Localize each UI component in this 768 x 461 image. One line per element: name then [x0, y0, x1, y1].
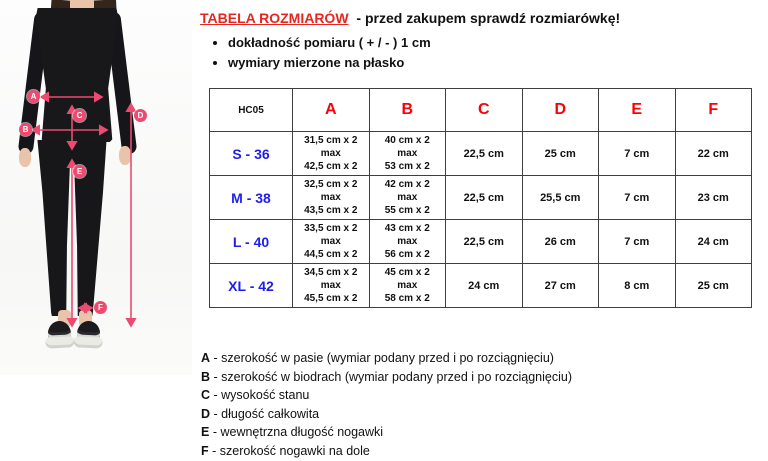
table-header-row	[210, 89, 752, 132]
size-label-xl42: XL - 42	[210, 264, 293, 308]
cell-m38-d: 25,5 cm	[522, 176, 599, 220]
cell-s36-d: 25 cm	[522, 132, 599, 176]
note-measure-accuracy: • dokładność pomiaru ( + / - ) 1 cm	[228, 33, 760, 53]
cell-s36-e: 7 cm	[599, 132, 676, 176]
measurement-arrows	[0, 0, 192, 375]
cell-xl42-f: 25 cm	[675, 264, 752, 308]
cell-m38-e: 7 cm	[599, 176, 676, 220]
product-code: HC05	[210, 89, 293, 132]
cell-xl42-c: 24 cm	[446, 264, 523, 308]
measure-badge-f: F	[94, 301, 107, 314]
cell-m38-f: 23 cm	[675, 176, 752, 220]
cell-l40-c: 22,5 cm	[446, 220, 523, 264]
cell-s36-f: 22 cm	[675, 132, 752, 176]
cell-s36-c: 22,5 cm	[446, 132, 523, 176]
measurement-legend	[201, 349, 761, 461]
measure-badge-c: C	[73, 109, 86, 122]
cell-s36-b: 40 cm x 2 max 53 cm x 2	[369, 132, 446, 176]
measure-badge-a: A	[27, 90, 40, 103]
column-header-f: F	[675, 89, 752, 132]
cell-l40-f: 24 cm	[675, 220, 752, 264]
column-header-b: B	[369, 89, 446, 132]
header-block	[200, 8, 760, 73]
measure-badge-b: B	[19, 123, 32, 136]
legend-item-c: C - wysokość stanu	[201, 388, 310, 403]
model-photo	[0, 0, 192, 375]
cell-l40-e: 7 cm	[599, 220, 676, 264]
column-header-a: A	[293, 89, 370, 132]
cell-s36-a: 31,5 cm x 2 max 42,5 cm x 2	[293, 132, 370, 176]
page-title: TABELA ROZMIARÓW	[200, 10, 349, 26]
column-header-e: E	[599, 89, 676, 132]
cell-xl42-a: 34,5 cm x 2 max 45,5 cm x 2	[293, 264, 370, 308]
column-header-d: D	[522, 89, 599, 132]
notes-list	[228, 33, 760, 73]
column-header-c: C	[446, 89, 523, 132]
title-line	[200, 8, 760, 28]
cell-l40-b: 43 cm x 2 max 56 cm x 2	[369, 220, 446, 264]
measure-badge-e: E	[73, 165, 86, 178]
size-label-l40: L - 40	[210, 220, 293, 264]
cell-m38-c: 22,5 cm	[446, 176, 523, 220]
table-row-s36	[210, 132, 752, 176]
cell-m38-a: 32,5 cm x 2 max 43,5 cm x 2	[293, 176, 370, 220]
legend-item-e: E - wewnętrzna długość nogawki	[201, 425, 384, 440]
size-label-m38: M - 38	[210, 176, 293, 220]
legend-item-d: D - długość całkowita	[201, 406, 320, 421]
cell-xl42-b: 45 cm x 2 max 58 cm x 2	[369, 264, 446, 308]
size-label-s36: S - 36	[210, 132, 293, 176]
measure-badge-d: D	[134, 109, 147, 122]
size-table	[209, 88, 752, 308]
cell-xl42-e: 8 cm	[599, 264, 676, 308]
table-row-xl42	[210, 264, 752, 308]
cell-m38-b: 42 cm x 2 max 55 cm x 2	[369, 176, 446, 220]
cell-l40-a: 33,5 cm x 2 max 44,5 cm x 2	[293, 220, 370, 264]
cell-xl42-d: 27 cm	[522, 264, 599, 308]
table-row-l40	[210, 220, 752, 264]
legend-item-a: A - szerokość w pasie (wymiar podany przed i po rozciągnięciu)	[201, 351, 554, 365]
note-flat-measurement: • wymiary mierzone na płasko	[228, 53, 760, 73]
cell-l40-d: 26 cm	[522, 220, 599, 264]
legend-item-b: B - szerokość w biodrach (wymiar podany przed i po rozciągnięciu)	[201, 369, 572, 384]
table-row-m38	[210, 176, 752, 220]
legend-item-f: F - szerokość nogawki na dole	[201, 443, 370, 458]
page-subtitle: - przed zakupem sprawdź rozmiarówkę!	[356, 10, 621, 26]
